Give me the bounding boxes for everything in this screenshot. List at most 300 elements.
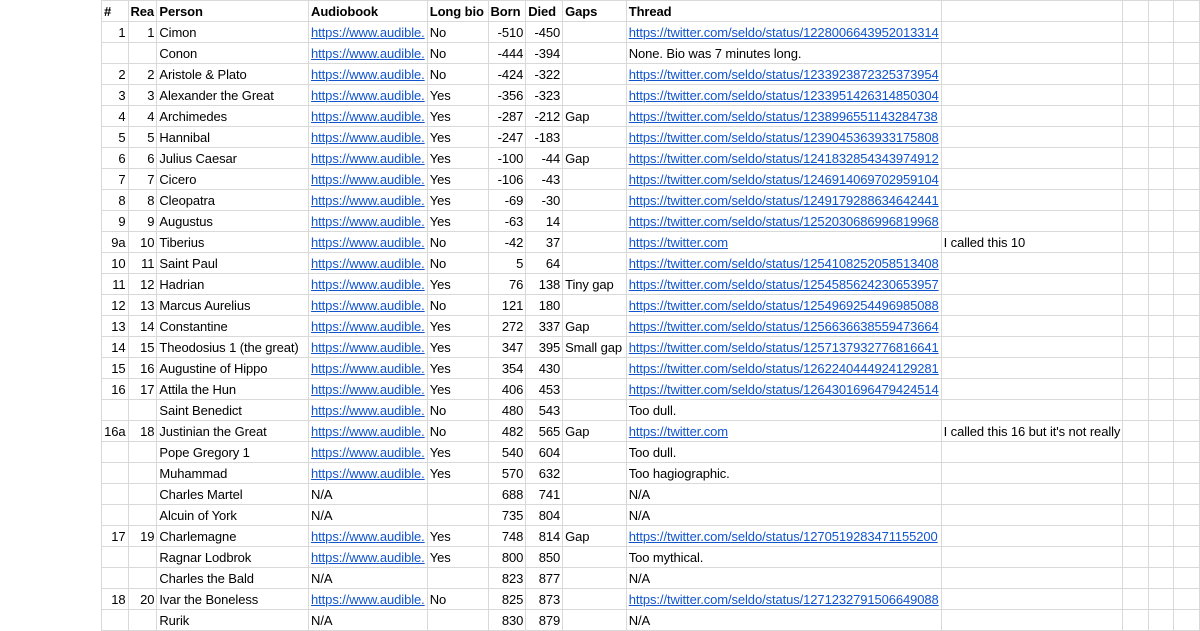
header-audiobook[interactable]: Audiobook [309, 1, 428, 22]
empty-cell[interactable] [1148, 148, 1173, 169]
audiobook-cell[interactable]: N/A [309, 505, 428, 526]
empty-cell[interactable] [1123, 400, 1148, 421]
born-cell[interactable]: 570 [488, 463, 526, 484]
thread-cell[interactable]: N/A [626, 505, 941, 526]
header-died[interactable]: Died [526, 1, 563, 22]
thread-cell[interactable]: N/A [626, 610, 941, 631]
empty-cell[interactable] [1148, 400, 1173, 421]
long-bio-cell[interactable] [427, 610, 488, 631]
person-cell[interactable]: Pope Gregory 1 [157, 442, 309, 463]
empty-cell[interactable] [1148, 22, 1173, 43]
empty-header-cell[interactable] [1123, 1, 1148, 22]
empty-cell[interactable] [1173, 610, 1199, 631]
row-number-cell[interactable] [102, 547, 129, 568]
audiobook-cell[interactable] [309, 190, 428, 211]
thread-cell[interactable] [626, 232, 941, 253]
died-cell[interactable]: -450 [526, 22, 563, 43]
header-thread[interactable]: Thread [626, 1, 941, 22]
audiobook-cell[interactable] [309, 526, 428, 547]
born-cell[interactable]: -100 [488, 148, 526, 169]
empty-cell[interactable] [1173, 127, 1199, 148]
gaps-cell[interactable] [563, 211, 627, 232]
gaps-cell[interactable] [563, 253, 627, 274]
empty-cell[interactable] [941, 85, 1123, 106]
empty-cell[interactable] [1173, 85, 1199, 106]
empty-cell[interactable] [1173, 526, 1199, 547]
empty-cell[interactable] [1123, 211, 1148, 232]
empty-cell[interactable] [1123, 442, 1148, 463]
thread-link[interactable]: https://twitter.com/seldo/status/1254108252058513408 [628, 256, 939, 271]
rea-cell[interactable]: 6 [128, 148, 157, 169]
born-cell[interactable]: 825 [488, 589, 526, 610]
empty-cell[interactable] [1123, 484, 1148, 505]
born-cell[interactable]: -106 [488, 169, 526, 190]
audiobook-link[interactable]: https://www.audible. [311, 277, 425, 292]
audiobook-cell[interactable] [309, 316, 428, 337]
empty-cell[interactable] [1123, 358, 1148, 379]
long-bio-cell[interactable]: No [427, 421, 488, 442]
long-bio-cell[interactable]: Yes [427, 85, 488, 106]
thread-link[interactable]: https://twitter.com/seldo/status/1233951426314850304 [628, 88, 939, 103]
empty-cell[interactable] [1148, 169, 1173, 190]
gaps-cell[interactable] [563, 295, 627, 316]
empty-cell[interactable] [941, 148, 1123, 169]
gaps-cell[interactable] [563, 484, 627, 505]
died-cell[interactable]: -43 [526, 169, 563, 190]
empty-cell[interactable] [1148, 484, 1173, 505]
audiobook-cell[interactable] [309, 358, 428, 379]
person-cell[interactable]: Hannibal [157, 127, 309, 148]
long-bio-cell[interactable]: Yes [427, 190, 488, 211]
empty-cell[interactable] [1173, 547, 1199, 568]
long-bio-cell[interactable]: Yes [427, 526, 488, 547]
person-cell[interactable]: Muhammad [157, 463, 309, 484]
empty-cell[interactable] [1173, 106, 1199, 127]
empty-cell[interactable] [941, 22, 1123, 43]
born-cell[interactable]: -510 [488, 22, 526, 43]
row-number-cell[interactable]: 15 [102, 358, 129, 379]
row-number-cell[interactable]: 1 [102, 22, 129, 43]
empty-cell[interactable] [1123, 421, 1148, 442]
died-cell[interactable]: 543 [526, 400, 563, 421]
empty-cell[interactable] [941, 358, 1123, 379]
long-bio-cell[interactable]: Yes [427, 358, 488, 379]
audiobook-cell[interactable]: N/A [309, 610, 428, 631]
empty-cell[interactable] [1148, 316, 1173, 337]
gaps-cell[interactable] [563, 22, 627, 43]
died-cell[interactable]: 604 [526, 442, 563, 463]
thread-link[interactable]: https://twitter.com/seldo/status/1252030686996819968 [628, 214, 939, 229]
empty-cell[interactable] [1148, 610, 1173, 631]
long-bio-cell[interactable]: Yes [427, 316, 488, 337]
header-rea[interactable]: Rea [128, 1, 157, 22]
died-cell[interactable]: 565 [526, 421, 563, 442]
row-number-cell[interactable]: 18 [102, 589, 129, 610]
empty-cell[interactable] [1148, 526, 1173, 547]
empty-cell[interactable] [941, 484, 1123, 505]
thread-link[interactable]: https://twitter.com/seldo/status/1264301696479424514 [628, 382, 939, 397]
born-cell[interactable]: 823 [488, 568, 526, 589]
rea-cell[interactable]: 1 [128, 22, 157, 43]
empty-cell[interactable] [1123, 22, 1148, 43]
empty-cell[interactable] [941, 106, 1123, 127]
thread-link[interactable]: https://twitter.com/seldo/status/1249179288634642441 [628, 193, 939, 208]
thread-cell[interactable] [626, 526, 941, 547]
audiobook-link[interactable]: https://www.audible. [311, 67, 425, 82]
empty-cell[interactable] [1148, 358, 1173, 379]
empty-cell[interactable] [1173, 379, 1199, 400]
audiobook-cell[interactable] [309, 337, 428, 358]
empty-cell[interactable] [1173, 253, 1199, 274]
thread-link[interactable]: https://twitter.com/seldo/status/1270519283471155200 [628, 529, 938, 544]
audiobook-link[interactable]: https://www.audible. [311, 151, 425, 166]
long-bio-cell[interactable]: Yes [427, 463, 488, 484]
empty-cell[interactable] [1173, 169, 1199, 190]
rea-cell[interactable]: 16 [128, 358, 157, 379]
gaps-cell[interactable] [563, 127, 627, 148]
long-bio-cell[interactable]: No [427, 400, 488, 421]
thread-link[interactable]: https://twitter.com/seldo/status/1257137932776816641 [628, 340, 939, 355]
person-cell[interactable]: Attila the Hun [157, 379, 309, 400]
empty-cell[interactable] [941, 64, 1123, 85]
empty-header-cell[interactable] [1173, 1, 1199, 22]
row-number-cell[interactable]: 9a [102, 232, 129, 253]
audiobook-cell[interactable] [309, 85, 428, 106]
empty-cell[interactable] [1148, 337, 1173, 358]
row-number-cell[interactable] [102, 43, 129, 64]
born-cell[interactable]: 272 [488, 316, 526, 337]
audiobook-link[interactable]: https://www.audible. [311, 193, 425, 208]
row-number-cell[interactable]: 8 [102, 190, 129, 211]
died-cell[interactable]: -30 [526, 190, 563, 211]
audiobook-link[interactable]: https://www.audible. [311, 235, 425, 250]
empty-cell[interactable] [1148, 64, 1173, 85]
rea-cell[interactable]: 4 [128, 106, 157, 127]
empty-cell[interactable] [1173, 64, 1199, 85]
long-bio-cell[interactable]: No [427, 253, 488, 274]
audiobook-cell[interactable] [309, 127, 428, 148]
person-cell[interactable]: Charlemagne [157, 526, 309, 547]
empty-cell[interactable] [941, 127, 1123, 148]
empty-cell[interactable] [941, 379, 1123, 400]
empty-cell[interactable] [1123, 337, 1148, 358]
died-cell[interactable]: 64 [526, 253, 563, 274]
rea-cell[interactable] [128, 547, 157, 568]
empty-cell[interactable] [1173, 505, 1199, 526]
person-cell[interactable]: Alcuin of York [157, 505, 309, 526]
audiobook-link[interactable]: https://www.audible. [311, 424, 425, 439]
thread-link[interactable]: https://twitter.com/seldo/status/1241832854343974912 [628, 151, 939, 166]
empty-cell[interactable] [1148, 190, 1173, 211]
row-number-cell[interactable]: 17 [102, 526, 129, 547]
thread-cell[interactable]: Too hagiographic. [626, 463, 941, 484]
person-cell[interactable]: Tiberius [157, 232, 309, 253]
audiobook-cell[interactable]: N/A [309, 484, 428, 505]
empty-cell[interactable] [1123, 463, 1148, 484]
empty-cell[interactable] [941, 211, 1123, 232]
audiobook-link[interactable]: https://www.audible. [311, 46, 425, 61]
audiobook-cell[interactable] [309, 295, 428, 316]
died-cell[interactable]: 37 [526, 232, 563, 253]
person-cell[interactable]: Charles Martel [157, 484, 309, 505]
person-cell[interactable]: Charles the Bald [157, 568, 309, 589]
born-cell[interactable]: 5 [488, 253, 526, 274]
thread-cell[interactable] [626, 64, 941, 85]
audiobook-cell[interactable] [309, 421, 428, 442]
row-number-cell[interactable]: 13 [102, 316, 129, 337]
person-cell[interactable]: Ivar the Boneless [157, 589, 309, 610]
rea-cell[interactable]: 7 [128, 169, 157, 190]
thread-cell[interactable]: Too dull. [626, 442, 941, 463]
empty-cell[interactable] [941, 295, 1123, 316]
born-cell[interactable]: 347 [488, 337, 526, 358]
long-bio-cell[interactable]: No [427, 64, 488, 85]
empty-cell[interactable] [1123, 316, 1148, 337]
long-bio-cell[interactable]: Yes [427, 379, 488, 400]
rea-cell[interactable] [128, 463, 157, 484]
gaps-cell[interactable]: Gap [563, 316, 627, 337]
rea-cell[interactable]: 20 [128, 589, 157, 610]
rea-cell[interactable]: 12 [128, 274, 157, 295]
audiobook-link[interactable]: https://www.audible. [311, 550, 425, 565]
empty-cell[interactable] [1123, 169, 1148, 190]
gaps-cell[interactable] [563, 85, 627, 106]
audiobook-cell[interactable] [309, 22, 428, 43]
person-cell[interactable]: Ragnar Lodbrok [157, 547, 309, 568]
thread-cell[interactable]: N/A [626, 484, 941, 505]
person-cell[interactable]: Cicero [157, 169, 309, 190]
rea-cell[interactable]: 19 [128, 526, 157, 547]
empty-cell[interactable] [1173, 421, 1199, 442]
gaps-cell[interactable] [563, 379, 627, 400]
rea-cell[interactable]: 5 [128, 127, 157, 148]
empty-cell[interactable] [1173, 337, 1199, 358]
gaps-cell[interactable] [563, 64, 627, 85]
audiobook-link[interactable]: https://www.audible. [311, 529, 425, 544]
empty-cell[interactable] [1123, 106, 1148, 127]
empty-cell[interactable] [1123, 64, 1148, 85]
empty-cell[interactable] [1123, 379, 1148, 400]
empty-cell[interactable] [1123, 274, 1148, 295]
thread-link[interactable]: https://twitter.com/seldo/status/1246914069702959104 [628, 172, 939, 187]
person-cell[interactable]: Augustine of Hippo [157, 358, 309, 379]
long-bio-cell[interactable]: Yes [427, 442, 488, 463]
long-bio-cell[interactable]: Yes [427, 337, 488, 358]
thread-cell[interactable] [626, 421, 941, 442]
died-cell[interactable]: 14 [526, 211, 563, 232]
born-cell[interactable]: 830 [488, 610, 526, 631]
died-cell[interactable]: 395 [526, 337, 563, 358]
died-cell[interactable]: -323 [526, 85, 563, 106]
row-number-cell[interactable]: 7 [102, 169, 129, 190]
empty-cell[interactable] [1148, 379, 1173, 400]
rea-cell[interactable]: 11 [128, 253, 157, 274]
empty-cell[interactable] [1123, 43, 1148, 64]
row-number-cell[interactable]: 14 [102, 337, 129, 358]
thread-cell[interactable] [626, 190, 941, 211]
row-number-cell[interactable] [102, 610, 129, 631]
header-person[interactable]: Person [157, 1, 309, 22]
rea-cell[interactable]: 10 [128, 232, 157, 253]
empty-cell[interactable] [1123, 589, 1148, 610]
thread-cell[interactable]: Too mythical. [626, 547, 941, 568]
gaps-cell[interactable]: Gap [563, 148, 627, 169]
row-number-cell[interactable]: 2 [102, 64, 129, 85]
died-cell[interactable]: -394 [526, 43, 563, 64]
born-cell[interactable]: -444 [488, 43, 526, 64]
died-cell[interactable]: 873 [526, 589, 563, 610]
row-number-cell[interactable]: 6 [102, 148, 129, 169]
empty-cell[interactable] [1173, 442, 1199, 463]
empty-cell[interactable] [1123, 148, 1148, 169]
gaps-cell[interactable] [563, 442, 627, 463]
long-bio-cell[interactable]: No [427, 43, 488, 64]
audiobook-cell[interactable] [309, 547, 428, 568]
born-cell[interactable]: 406 [488, 379, 526, 400]
long-bio-cell[interactable]: Yes [427, 148, 488, 169]
audiobook-cell[interactable] [309, 379, 428, 400]
empty-cell[interactable] [941, 253, 1123, 274]
thread-link[interactable]: https://twitter.com/seldo/status/1233923872325373954 [628, 67, 939, 82]
empty-cell[interactable] [1148, 295, 1173, 316]
row-number-cell[interactable]: 4 [102, 106, 129, 127]
row-number-cell[interactable]: 16a [102, 421, 129, 442]
empty-cell[interactable] [941, 274, 1123, 295]
gaps-cell[interactable] [563, 505, 627, 526]
born-cell[interactable]: 688 [488, 484, 526, 505]
long-bio-cell[interactable]: No [427, 295, 488, 316]
thread-link[interactable]: https://twitter.com/seldo/status/1239045363933175808 [628, 130, 939, 145]
long-bio-cell[interactable]: No [427, 232, 488, 253]
empty-cell[interactable] [1173, 190, 1199, 211]
thread-cell[interactable] [626, 127, 941, 148]
died-cell[interactable]: -212 [526, 106, 563, 127]
rea-cell[interactable]: 17 [128, 379, 157, 400]
empty-cell[interactable] [1148, 505, 1173, 526]
person-cell[interactable]: Rurik [157, 610, 309, 631]
empty-header-cell[interactable] [1148, 1, 1173, 22]
empty-cell[interactable] [1148, 253, 1173, 274]
empty-cell[interactable] [1123, 232, 1148, 253]
born-cell[interactable]: -356 [488, 85, 526, 106]
audiobook-cell[interactable] [309, 64, 428, 85]
empty-cell[interactable] [1148, 43, 1173, 64]
empty-cell[interactable] [1173, 274, 1199, 295]
thread-link[interactable]: https://twitter.com/seldo/status/1271232791506649088 [628, 592, 939, 607]
audiobook-cell[interactable]: N/A [309, 568, 428, 589]
gaps-cell[interactable]: Gap [563, 526, 627, 547]
audiobook-link[interactable]: https://www.audible. [311, 403, 425, 418]
audiobook-link[interactable]: https://www.audible. [311, 25, 425, 40]
empty-cell[interactable] [1173, 232, 1199, 253]
audiobook-cell[interactable] [309, 253, 428, 274]
empty-cell[interactable] [1123, 253, 1148, 274]
empty-cell[interactable] [1173, 568, 1199, 589]
row-number-cell[interactable] [102, 505, 129, 526]
rea-cell[interactable]: 9 [128, 211, 157, 232]
row-number-cell[interactable] [102, 568, 129, 589]
person-cell[interactable]: Marcus Aurelius [157, 295, 309, 316]
died-cell[interactable]: 180 [526, 295, 563, 316]
audiobook-cell[interactable] [309, 148, 428, 169]
audiobook-cell[interactable] [309, 463, 428, 484]
empty-cell[interactable] [941, 547, 1123, 568]
audiobook-cell[interactable] [309, 442, 428, 463]
person-cell[interactable]: Hadrian [157, 274, 309, 295]
person-cell[interactable]: Augustus [157, 211, 309, 232]
born-cell[interactable]: 735 [488, 505, 526, 526]
died-cell[interactable]: 741 [526, 484, 563, 505]
died-cell[interactable]: 430 [526, 358, 563, 379]
long-bio-cell[interactable] [427, 484, 488, 505]
empty-cell[interactable] [1148, 421, 1173, 442]
audiobook-cell[interactable] [309, 106, 428, 127]
empty-cell[interactable] [1148, 106, 1173, 127]
rea-cell[interactable]: 15 [128, 337, 157, 358]
gaps-cell[interactable] [563, 358, 627, 379]
empty-cell[interactable] [941, 526, 1123, 547]
audiobook-cell[interactable] [309, 169, 428, 190]
born-cell[interactable]: 748 [488, 526, 526, 547]
row-number-cell[interactable]: 5 [102, 127, 129, 148]
gaps-cell[interactable]: Small gap [563, 337, 627, 358]
empty-cell[interactable] [1173, 295, 1199, 316]
rea-cell[interactable] [128, 400, 157, 421]
died-cell[interactable]: 138 [526, 274, 563, 295]
rea-cell[interactable]: 18 [128, 421, 157, 442]
row-number-cell[interactable]: 3 [102, 85, 129, 106]
rea-cell[interactable] [128, 568, 157, 589]
person-cell[interactable]: Saint Benedict [157, 400, 309, 421]
empty-cell[interactable] [1173, 148, 1199, 169]
header-long-bio[interactable]: Long bio [427, 1, 488, 22]
empty-cell[interactable] [941, 169, 1123, 190]
audiobook-cell[interactable] [309, 589, 428, 610]
empty-cell[interactable] [1123, 127, 1148, 148]
long-bio-cell[interactable]: Yes [427, 547, 488, 568]
row-number-cell[interactable]: 16 [102, 379, 129, 400]
thread-cell[interactable] [626, 148, 941, 169]
thread-cell[interactable] [626, 358, 941, 379]
empty-cell[interactable] [1148, 85, 1173, 106]
thread-cell[interactable] [626, 379, 941, 400]
born-cell[interactable]: -247 [488, 127, 526, 148]
rea-cell[interactable] [128, 505, 157, 526]
empty-cell[interactable] [941, 568, 1123, 589]
audiobook-link[interactable]: https://www.audible. [311, 592, 425, 607]
long-bio-cell[interactable]: No [427, 22, 488, 43]
died-cell[interactable]: 879 [526, 610, 563, 631]
born-cell[interactable]: 482 [488, 421, 526, 442]
died-cell[interactable]: 877 [526, 568, 563, 589]
row-number-cell[interactable]: 11 [102, 274, 129, 295]
born-cell[interactable]: -42 [488, 232, 526, 253]
born-cell[interactable]: -63 [488, 211, 526, 232]
died-cell[interactable]: 814 [526, 526, 563, 547]
thread-cell[interactable] [626, 295, 941, 316]
thread-link[interactable]: https://twitter.com [628, 424, 728, 439]
empty-cell[interactable] [1173, 484, 1199, 505]
empty-cell[interactable] [1123, 190, 1148, 211]
audiobook-link[interactable]: https://www.audible. [311, 466, 425, 481]
header-born[interactable]: Born [488, 1, 526, 22]
empty-cell[interactable] [1173, 358, 1199, 379]
thread-cell[interactable] [626, 22, 941, 43]
header-num[interactable]: # [102, 1, 129, 22]
audiobook-cell[interactable] [309, 400, 428, 421]
born-cell[interactable]: 800 [488, 547, 526, 568]
row-number-cell[interactable]: 9 [102, 211, 129, 232]
